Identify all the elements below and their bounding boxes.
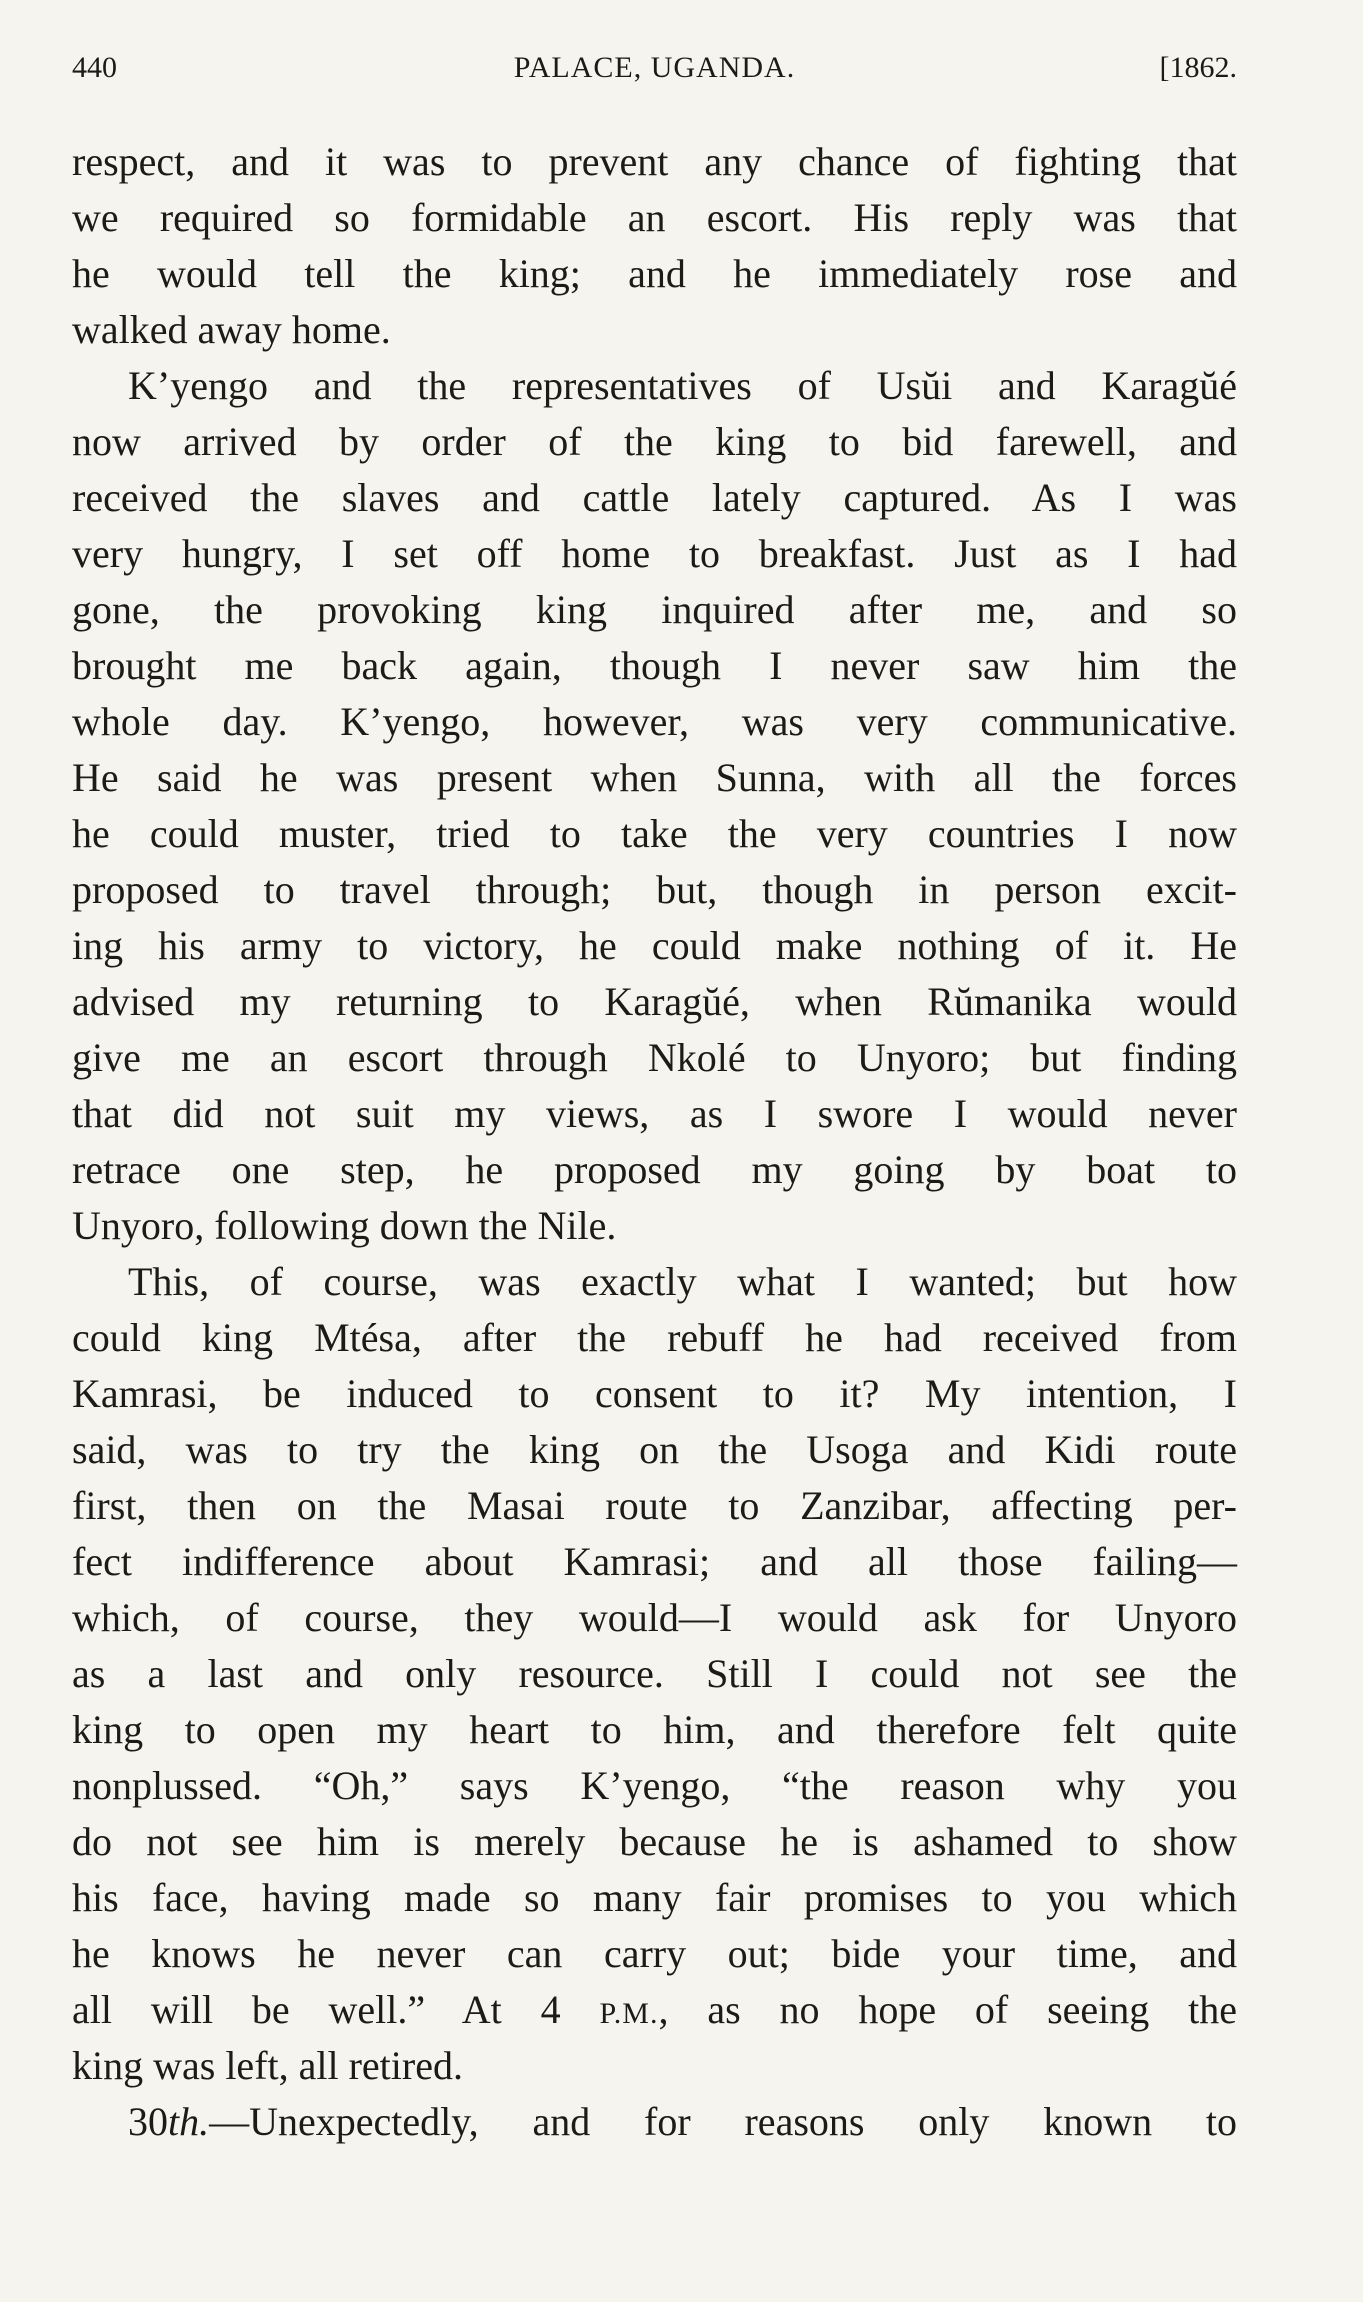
text-line: now arrived by order of the king to bid farewell, and [72,419,1237,464]
text-line: first, then on the Masai route to Zanzibar, affecting per- [72,1483,1237,1528]
time-pm: P.M. [599,1997,659,2030]
text-line: could king Mtésa, after the rebuff he had received from [72,1315,1237,1360]
text-line: walked away home. [72,307,391,352]
text-line: This, of course, was exactly what I wanted; but how [128,1259,1237,1304]
date-suffix: th. [168,2099,210,2144]
text-line: nonplussed. “Oh,” says K’yengo, “the reason why you [72,1763,1237,1808]
running-head [72,48,1237,88]
text-line: he knows he never can carry out; bide your time, and [72,1931,1237,1976]
text-line: brought me back again, though I never saw him the [72,643,1237,688]
text-line-date [72,2094,1237,2150]
text-line: Kamrasi, be induced to consent to it? My intention, I [72,1371,1237,1416]
text-line: do not see him is merely because he is ashamed to show [72,1819,1237,1864]
text-line: ing his army to victory, he could make nothing of it. He [72,923,1237,968]
text-line: K’yengo and the representatives of Usŭi and Karagŭé [128,363,1237,408]
text-line: gone, the provoking king inquired after me, and so [72,587,1237,632]
text-line: said, was to try the king on the Usoga and Kidi route [72,1427,1237,1472]
running-year: [1862. [1159,51,1237,84]
text-fragment: all will be well.” At 4 [72,1987,600,2032]
text-line: his face, having made so many fair promises to you which [72,1875,1237,1920]
text-fragment: , as no hope of seeing the [658,1987,1237,2032]
text-line: advised my returning to Karagŭé, when Rŭmanika would [72,979,1237,1024]
text-line: that did not suit my views, as I swore I would never [72,1091,1237,1136]
page-number: 440 [72,51,117,84]
text-line: respect, and it was to prevent any chance of fighting that [72,139,1237,184]
date-number: 30 [128,2099,168,2144]
body-text [72,134,1237,2150]
text-line: fect indifference about Kamrasi; and all those failing— [72,1539,1237,1584]
text-line: king was left, all retired. [72,2043,463,2088]
text-line: very hungry, I set off home to breakfast. Just as I had [72,531,1237,576]
text-line: proposed to travel through; but, though in person excit- [72,867,1237,912]
text-line: he could muster, tried to take the very countries I now [72,811,1237,856]
text-line: whole day. K’yengo, however, was very communicative. [72,699,1237,744]
text-line-pm [72,1982,1237,2038]
text-line: give me an escort through Nkolé to Unyoro; but finding [72,1035,1237,1080]
text-line: which, of course, they would—I would ask for Unyoro [72,1595,1237,1640]
text-line: king to open my heart to him, and therefore felt quite [72,1707,1237,1752]
text-line: received the slaves and cattle lately captured. As I was [72,475,1237,520]
text-line: he would tell the king; and he immediately rose and [72,251,1237,296]
text-line: we required so formidable an escort. His reply was that [72,195,1237,240]
text-line: Unyoro, following down the Nile. [72,1203,617,1248]
text-line: as a last and only resource. Still I could not see the [72,1651,1237,1696]
text-fragment: —Unexpectedly, and for reasons only known to [209,2099,1237,2144]
running-title: PALACE, UGANDA. [513,51,796,84]
text-line: He said he was present when Sunna, with all the forces [72,755,1237,800]
text-line: retrace one step, he proposed my going by boat to [72,1147,1237,1192]
